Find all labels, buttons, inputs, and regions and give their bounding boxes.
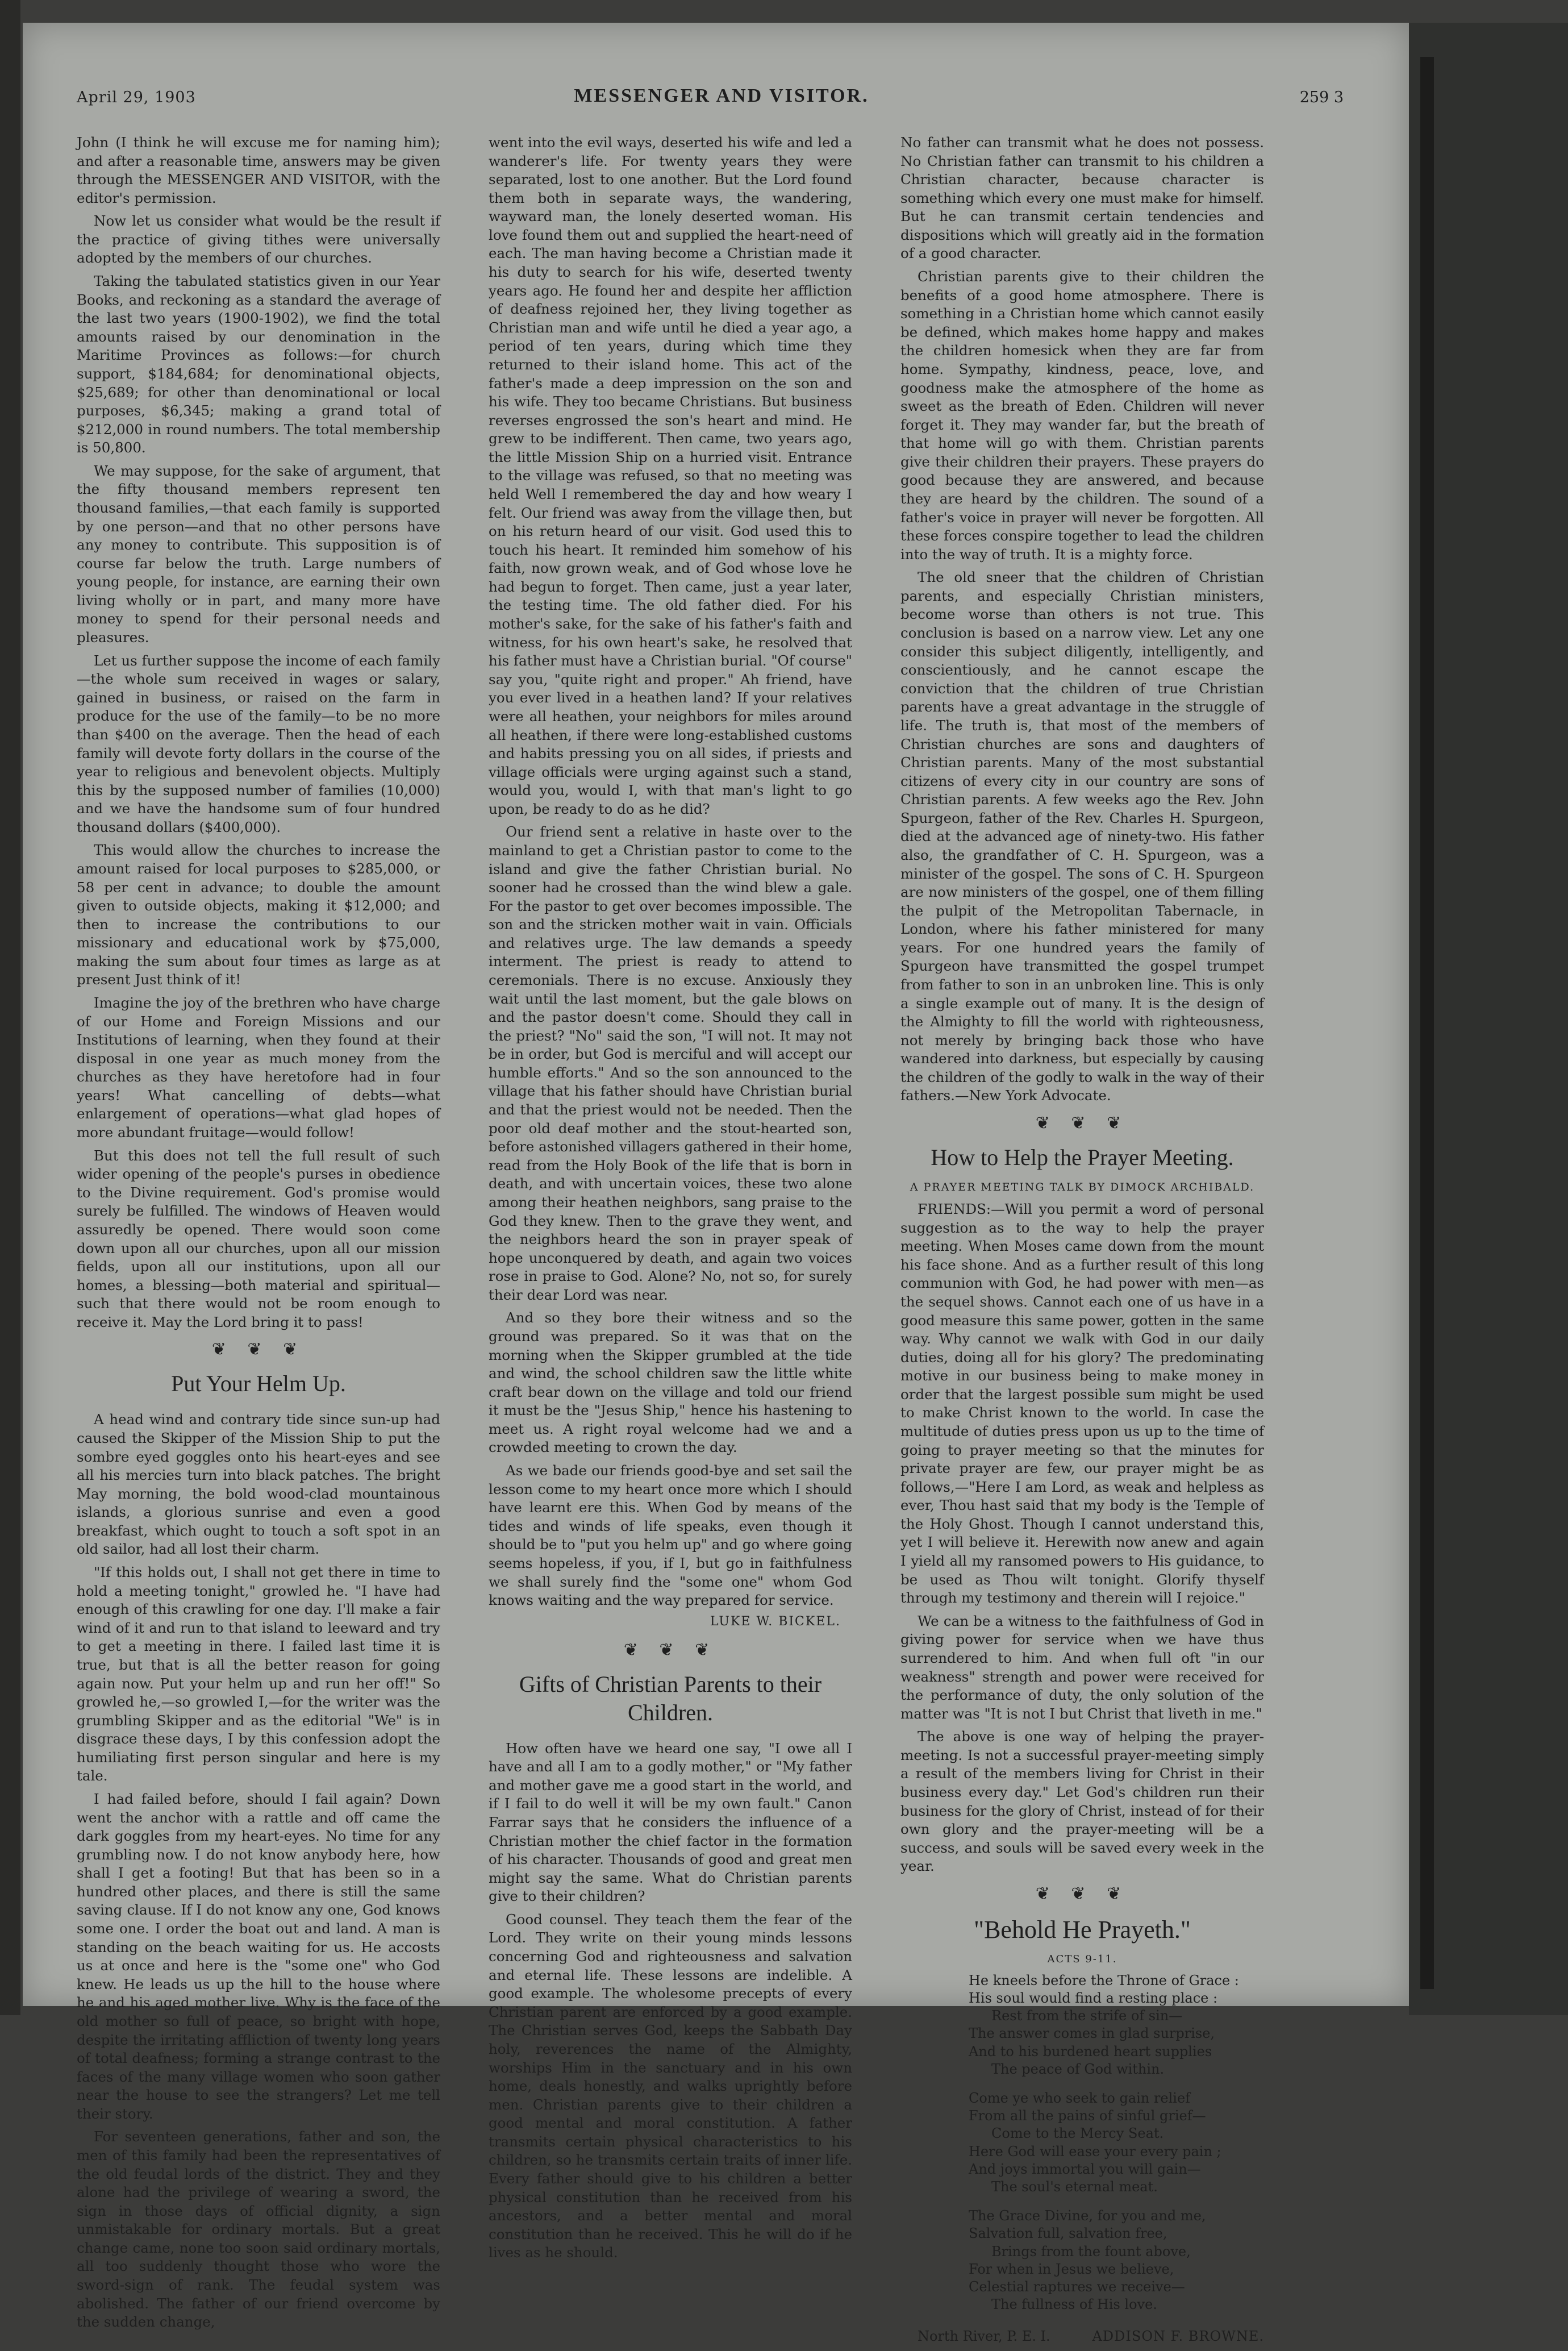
paragraph: Let us further suppose the income of each family—the whole sum received in wages or salary, gained in business, or raised on the farm in produce for the use of the family—to be no more than $400 on the average. Then the head of each family will devote forty dollars in the course of the year to religious and benevolent objects. Multiply this by the supposed number of families (10,000) and we have the handsome sum of four hundred thousand dollars ($400,000). [77,652,440,835]
poem-line: Here God will ease your every pain ; [969,2143,1221,2159]
paragraph: FRIENDS:—Will you permit a word of personal suggestion as to the way to help the prayer meeting. When Moses came down from the mount his face shone. And as a further result of this long communion with God, he had power with men—as the sequel shows. Cannot each one of us have in a good measure this same power, gotten in the same way. Why cannot we walk with God in our daily duties, doing all for his glory? The predominating motive in our business being to make money in order that the largest possible sum might be used to make Christ known to the world. In case the multitude of duties press upon us up to the time of going to prayer meeting so that the minutes for private prayer are few, our prayer might be as follows,—"Here I am Lord, as weak and helpless as ever, Thou hast said that my body is the Temple of the Holy Ghost. Though I cannot understand this, yet I will believe it. Herewith now anew and again I yield all my ransomed powers to His guidance, to be used as Thou wilt tonight. Glorify thyself through my testimony and therein will I rejoice." [900,1201,1264,1607]
paragraph: But this does not tell the full result of such wider opening of the people's purses in obedience to the Divine requirement. God's promise would surely be fulfilled. The windows of Heaven would assuredly be opened. There would soon come down upon all our churches, upon all our mission fields, upon all our institutions, upon all our homes, a blessing—both material and spiritual—such that there would not be room enough to receive it. May the Lord bring it to pass! [77,1147,440,1330]
article-heading: How to Help the Prayer Meeting. [931,1145,1234,1171]
poem-line: The soul's eternal meat. [991,2178,1158,2195]
paragraph: This would allow the churches to increase the amount raised for local purposes to $285,000, or 58 per cent in advance; to double the amount given to outside objects, making it $12,000; and then to increase the contributions to our missionary and educational work by $75,000, making the sum about four times as large as at present Just think of it! [77,842,440,988]
scan-edge-right [1409,23,1568,2015]
paragraph: Christian parents give to their children the benefits of a good home atmosphere. There is something in a Christian home which cannot easily be defined, which makes home happy and makes the children homesick when they are far from home. Sympathy, kindness, peace, love, and goodness make the atmosphere of the home as sweet as the breath of Eden. Children will never forget it. They may wander far, but the breath of that home will go with them. Christian parents give their children their prayers. These prayers do good because they are answered, and because they are heard by the children. The sound of a father's voice in prayer will never be forgotten. All these forces conspire together to lead the children into the way of truth. It is a mighty force. [900,268,1264,563]
poem-line: And joys immortal you will gain— [969,2161,1201,2177]
poem-line: Salvation full, salvation free, [969,2225,1167,2242]
poem-author: ADDISON F. BROWNE. [1092,2328,1264,2345]
paragraph: Taking the tabulated statistics given in our Year Books, and reckoning as a standard the average of the last two years (1900-1902), we find the total amounts raised by our denomination in the Maritime Provinces as follows:—for church support, $184,684; for denominational objects, $25,689; for other than denominational or local purposes, $6,345; making a grand total of $212,000 in round numbers. The total membership is 50,800. [77,273,440,456]
poem-line: From all the pains of sinful grief— [969,2108,1206,2124]
poem-line: Rest from the strife of sin— [991,2008,1183,2024]
column-1 [77,134,440,2331]
paragraph: I had failed before, should I fail again? Down went the anchor with a rattle and off came the dark goggles from my heart-eyes. No time for any grumbling now. I do not know anybody here, how shall I get a footing! But that has been so in a hundred other places, and there is still the same saving clause. If I do not know any one, God knows some one. I order the boat out and land. A man is standing on the beach waiting for us. He accosts us at once and here is the "some one" who God knew. He leads us up the hill to the house where he and his aged mother live. Why is the face of the old mother so full of peace, so bright with hope, despite the irritating affliction of twenty long years of total deafness; forming a strange contrast to the faces of the many village women who soon gather near the house to see the strangers? Let me tell their story. [77,1790,440,2122]
poem-footer [900,2328,1264,2351]
article-heading: Put Your Helm Up. [171,1371,346,1397]
paragraph: As we bade our friends good-bye and set sail the lesson come to my heart once more which I should have learnt ere this. When God by means of the tides and winds of life speaks, even though it should be to "put you helm up" and go where going seems hopeless, if you, if I, but go in faithfulness we shall surely find the "some one" whom God knows waiting and the way prepared for service. [489,1462,852,1609]
section-ornament: ❦ ❦ ❦ [1035,1883,1129,1904]
paragraph: For seventeen generations, father and son, the men of this family had been the representatives of the old feudal lords of the district. They and they alone had the privilege of wearing a sword, the sign in those days of official dignity, a sign unmistakable for ordinary mortals. But a great change came, none too soon said ordinary mortals, all too suddenly thought those who wore the sword-sign of rank. The feudal system was abolished. The father of our friend overcome by the sudden change, [77,2128,440,2331]
poem-line: The answer comes in glad surprise, [969,2025,1215,2042]
article-heading: Gifts of Christian Parents to their Children. [519,1671,822,1725]
paragraph: Now let us consider what would be the result if the practice of giving tithes were universally adopted by the members of our churches. [77,213,440,267]
poem-line: Come to the Mercy Seat. [991,2125,1164,2142]
paragraph: John (I think he will excuse me for naming him); and after a reasonable time, answers may be given through the MESSENGER AND VISITOR, with the editor's permission. [77,134,440,206]
poem-title: "Behold He Prayeth." [974,1915,1191,1944]
page-number: 259 3 [1299,89,1344,106]
paragraph: The old sneer that the children of Christian parents, and especially Christian ministers, become worse than others is not true. This conclusion is based on a narrow view. Let any one consider this subject diligently, intelligently, and conscientiously, and he cannot escape the conviction that the children of true Christian parents have a great advantage in the struggle of life. The truth is, that most of the members of Christian churches are sons and daughters of Christian parents. Many of the most substantial citizens of every city in our country are sons of Christian parents. A few weeks ago the Rev. John Spurgeon, father of the Rev. Charles H. Spurgeon, died at the advanced age of ninety-two. His father also, the grandfather of C. H. Spurgeon, was a minister of the gospel. The sons of C. H. Spurgeon are now ministers of the gospel, one of them filling the pulpit of the Metropolitan Tabernacle, in London, where his father ministered for many years. For one hundred years the family of Spurgeon have transmitted the gospel trumpet from father to son in an unbroken line. This is only a single example out of many. It is the design of the Almighty to fill the world with righteousness, not merely by bringing back those who have wandered into darkness, but especially by causing the children of the godly to walk in the way of their fathers.—New York Advocate. [900,569,1264,1104]
section-ornament: ❦ ❦ ❦ [211,1339,306,1360]
poem [969,1972,1264,2313]
poem-line: The fullness of His love. [991,2296,1157,2313]
paragraph: Our friend sent a relative in haste over to the mainland to get a Christian pastor to come to the island and give the father Christian burial. No sooner had he crossed than the wind blew a gale. For the pastor to get over becomes impossible. The son and the stricken mother wait in vain. Officials and relatives urge. The law demands a speedy interment. The priest is ready to attend to ceremonials. There is no excuse. Anxiously they wait until the last moment, but the gale blows on and the pastor doesn't come. Should they call in the priest? "No" said the son, "I will not. It may not be in order, but God is merciful and will accept our humble efforts." And so the son announced to the village that his father should have Christian burial and that the priest would not be needed. Then the poor old deaf mother and the stout-hearted son, before astonished villagers gathered in their home, read from the Holy Book of the life that is born in death, and with uncertain voices, these two alone among their heathen neighbors, sang praise to the God they knew. Then to the grave they went, and the neighbors heard the son in prayer speak of hope unconquered by death, and again two voices rose in praise to God. Alone? No, not so, for surely their dear Lord was near. [489,823,852,1303]
paragraph: How often have we heard one say, "I owe all I have and all I am to a godly mother," or "My father and mother gave me a good start in the world, and if I fail to do well it will be my own fault." Canon Farrar says that he considers the influence of a Christian mother the chief factor in the formation of his character. Thousands of good and great men might say the same. What do Christian parents give to their children? [489,1740,852,1905]
column-3 [900,134,1264,2345]
poem-line: He kneels before the Throne of Grace : [969,1972,1239,1988]
poem-line: Brings from the fount above, [991,2243,1191,2260]
poem-line: For when in Jesus we believe, [969,2261,1174,2277]
poem-place: North River, P. E. I. [918,2328,1050,2345]
paragraph: No father can transmit what he does not possess. No Christian father can transmit to his children a Christian character, because character is something which every one must make for himself. But he can transmit certain tendencies and dispositions which will greatly aid in the formation of a good character. [900,134,1264,262]
poem-line: The Grace Divine, for you and me, [969,2208,1206,2224]
poem-line: His soul would find a resting place : [969,1990,1218,2007]
column-2 [489,134,852,2261]
paragraph: The above is one way of helping the prayer-meeting. Is not a successful prayer-meeting simply a result of the members living for Christ in their business every day." Let God's children run their business for the glory of Christ, instead of for their own glory and the prayer-meeting will be a success, and souls will be saved every week in the year. [900,1728,1264,1875]
running-head [77,85,1366,119]
section-ornament: ❦ ❦ ❦ [1035,1113,1129,1134]
poem-line: Celestial raptures we receive— [969,2278,1185,2295]
article-signature: LUKE W. BICKEL. [710,1614,841,1629]
paragraph: We may suppose, for the sake of argument, that the fifty thousand members represent ten thousand families,—that each family is supported by one person—and that no other persons have any money to contribute. This supposition is of course far below the truth. Large numbers of young people, for instance, are earning their own living wholly or in part, and many more have money to spend for their personal needs and pleasures. [77,462,440,646]
paragraph: "If this holds out, I shall not get there in time to hold a meeting tonight," growled he. "I have had enough of this crawling for one day. I'll make a fair wind of it and run to that island to leeward and try to get a meeting in there. I failed last time it is true, but that is all the better reason for going again now. Put your helm up and run her off!" So growled he,—so growled I,—for the writer was the grumbling Skipper and as the editorial "We" is in disgrace these days, I by this confession adopt the humiliating first person singular and here is my tale. [77,1564,440,1784]
poem-line: The peace of God within. [991,2061,1165,2077]
scan-edge-left [0,0,20,2015]
masthead-title: MESSENGER AND VISITOR. [574,85,869,106]
paragraph: We can be a witness to the faithfulness of God in giving power for service when we have thus surrendered to him. And when full oft "in our weakness" strength and power were received for the performance of duty, the only solution of the matter was "It is not I but Christ that liveth in me." [900,1612,1264,1722]
paragraph: Imagine the joy of the brethren who have charge of our Home and Foreign Missions and our Institutions of learning, when they found at their disposal in one year as much money from the churches as they have heretofore had in four years! What cancelling of debts—what enlargement of operations—what glad hopes of more abundant fruitage—would follow! [77,995,440,1141]
issue-date: April 29, 1903 [77,89,196,106]
paragraph: went into the evil ways, deserted his wife and led a wanderer's life. For twenty years they were separated, lost to one another. But the Lord found them both in separate ways, the wandering, wayward man, the lonely deserted woman. His love found them out and supplied the heart-need of each. The man having become a Christian made it his duty to search for his wife, deserted twenty years ago. He found her and despite her affliction of deafness rejoined her, they living together as Christian man and wife until he died a year ago, a period of ten years, during which time they returned to their island home. This act of the father's made a deep impression on the son and his wife. They too became Christians. But business reverses engrossed the son's heart and mind. He grew to be indifferent. Then came, two years ago, the little Mission Ship on a hurried visit. Entrance to the village was refused, so that no meeting was held Well I remembered the day and how weary I felt. Our friend was away from the village then, but on his return heard of our visit. God used this to touch his heart. It reminded him somehow of his faith, now grown weak, and of God whose love he had begun to forget. Then came, just a year later, the testing time. The old father died. For his mother's sake, for the sake of his father's faith and witness, for his own heart's sake, he resolved that his father must have a Christian burial. "Of course" say you, "quite right and proper." Ah friend, have you ever lived in a heathen land? If your relatives were all heathen, your neighbors for miles around all heathen, if there were long-established customs and habits pressing you on all sides, if priests and village officials were urging against such a stand, would you, would I, with that man's light to go upon, be ready to do as he did? [489,134,852,817]
paragraph: Good counsel. They teach them the fear of the Lord. They write on their young minds lessons concerning God and righteousness and salvation and eternal life. These lessons are indelible. A good example. The wholesome precepts of every Christian parent are enforced by a good example. The Christian serves God, keeps the Sabbath Day holy, reverences the name of the Almighty, worships Him in the sanctuary and in his own home, deals honestly, and walks uprightly before men. Christian parents give to their children a good mental and moral constitution. A father transmits certain physical characteristics to his children, so he transmits certain traits of inner life. Every father should give to his children a better physical constitution than he received from his ancestors, and a better mental and moral constitution than he received. This he will do if he lives as he should. [489,1911,852,2261]
section-ornament: ❦ ❦ ❦ [623,1640,718,1660]
paragraph: And so they bore their witness and so the ground was prepared. So it was that on the morning when the Skipper grumbled at the tide and wind, the school children saw the little white craft bear down on the village and told our friend it must be the "Jesus Ship," hence his hastening to meet us. A right royal welcome had we and a crowded meeting to crown the day. [489,1309,852,1456]
poem-line: And to his burdened heart supplies [969,2043,1212,2059]
poem-scripture-reference: ACTS 9-11. [1047,1953,1117,1965]
paragraph: A head wind and contrary tide since sun-up had caused the Skipper of the Mission Ship to put the sombre eyed goggles onto his heart-eyes and see all his mercies turn into black patches. The bright May morning, the bold wood-clad mountainous islands, a glorious sunrise and even a good breakfast, which ought to touch a soft spot in an old sailor, had all lost their charm. [77,1411,440,1558]
article-byline: A PRAYER MEETING TALK BY DIMOCK ARCHIBALD. [910,1181,1255,1194]
poem-line: Come ye who seek to gain relief [969,2090,1191,2106]
